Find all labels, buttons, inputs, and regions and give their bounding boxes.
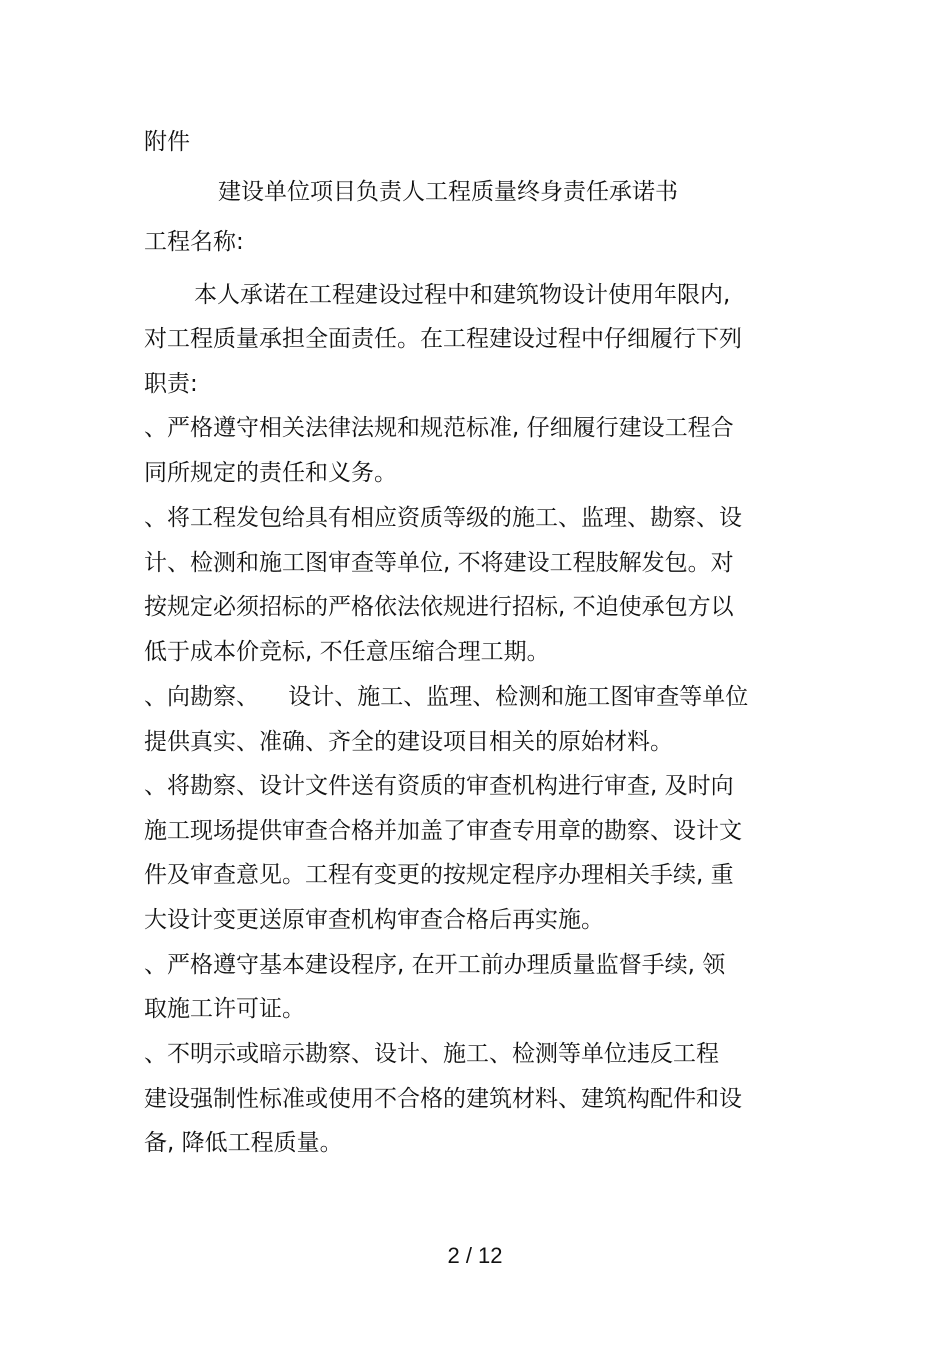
paragraph-line: 建设强制性标准或使用不合格的建筑材料、建筑构配件和设 — [144, 1086, 742, 1112]
paragraph-line: 本人承诺在工程建设过程中和建筑物设计使用年限内, — [194, 282, 731, 308]
paragraph-line: 、不明示或暗示勘察、设计、施工、检测等单位违反工程 — [144, 1041, 719, 1067]
paragraph-line: 施工现场提供审查合格并加盖了审查专用章的勘察、设计文 — [144, 818, 742, 844]
project-name-label: 工程名称: — [144, 229, 244, 255]
paragraph-line: 低于成本价竞标, 不任意压缩合理工期。 — [144, 639, 550, 665]
paragraph-line: 、将工程发包给具有相应资质等级的施工、监理、勘察、设 — [144, 505, 742, 531]
paragraph-line: 、严格遵守相关法律法规和规范标准, 仔细履行建设工程合 — [144, 415, 734, 441]
paragraph-line: 、向勘察、 设计、施工、监理、检测和施工图审查等单位 — [144, 684, 749, 710]
paragraph-line: 对工程质量承担全面责任。在工程建设过程中仔细履行下列 — [144, 326, 742, 352]
paragraph-line: 计、检测和施工图审查等单位, 不将建设工程肢解发包。对 — [144, 550, 734, 576]
paragraph-line: 取施工许可证。 — [144, 996, 305, 1022]
paragraph-line: 同所规定的责任和义务。 — [144, 460, 397, 486]
paragraph-line: 件及审查意见。工程有变更的按规定程序办理相关手续, 重 — [144, 862, 734, 888]
paragraph-line: 大设计变更送原审查机构审查合格后再实施。 — [144, 907, 604, 933]
paragraph-line: 备, 降低工程质量。 — [144, 1130, 343, 1156]
paragraph-line: 提供真实、准确、齐全的建设项目相关的原始材料。 — [144, 729, 673, 755]
paragraph-line: 、严格遵守基本建设程序, 在开工前办理质量监督手续, 领 — [144, 952, 726, 978]
paragraph-line: 职责: — [144, 371, 198, 397]
paragraph-line: 按规定必须招标的严格依法依规进行招标, 不迫使承包方以 — [144, 594, 734, 620]
paragraph-line: 、将勘察、设计文件送有资质的审查机构进行审查, 及时向 — [144, 773, 734, 799]
attachment-label: 附件 — [144, 129, 190, 155]
page-number: 2 / 12 — [447, 1243, 503, 1268]
document-title: 建设单位项目负责人工程质量终身责任承诺书 — [218, 179, 678, 205]
